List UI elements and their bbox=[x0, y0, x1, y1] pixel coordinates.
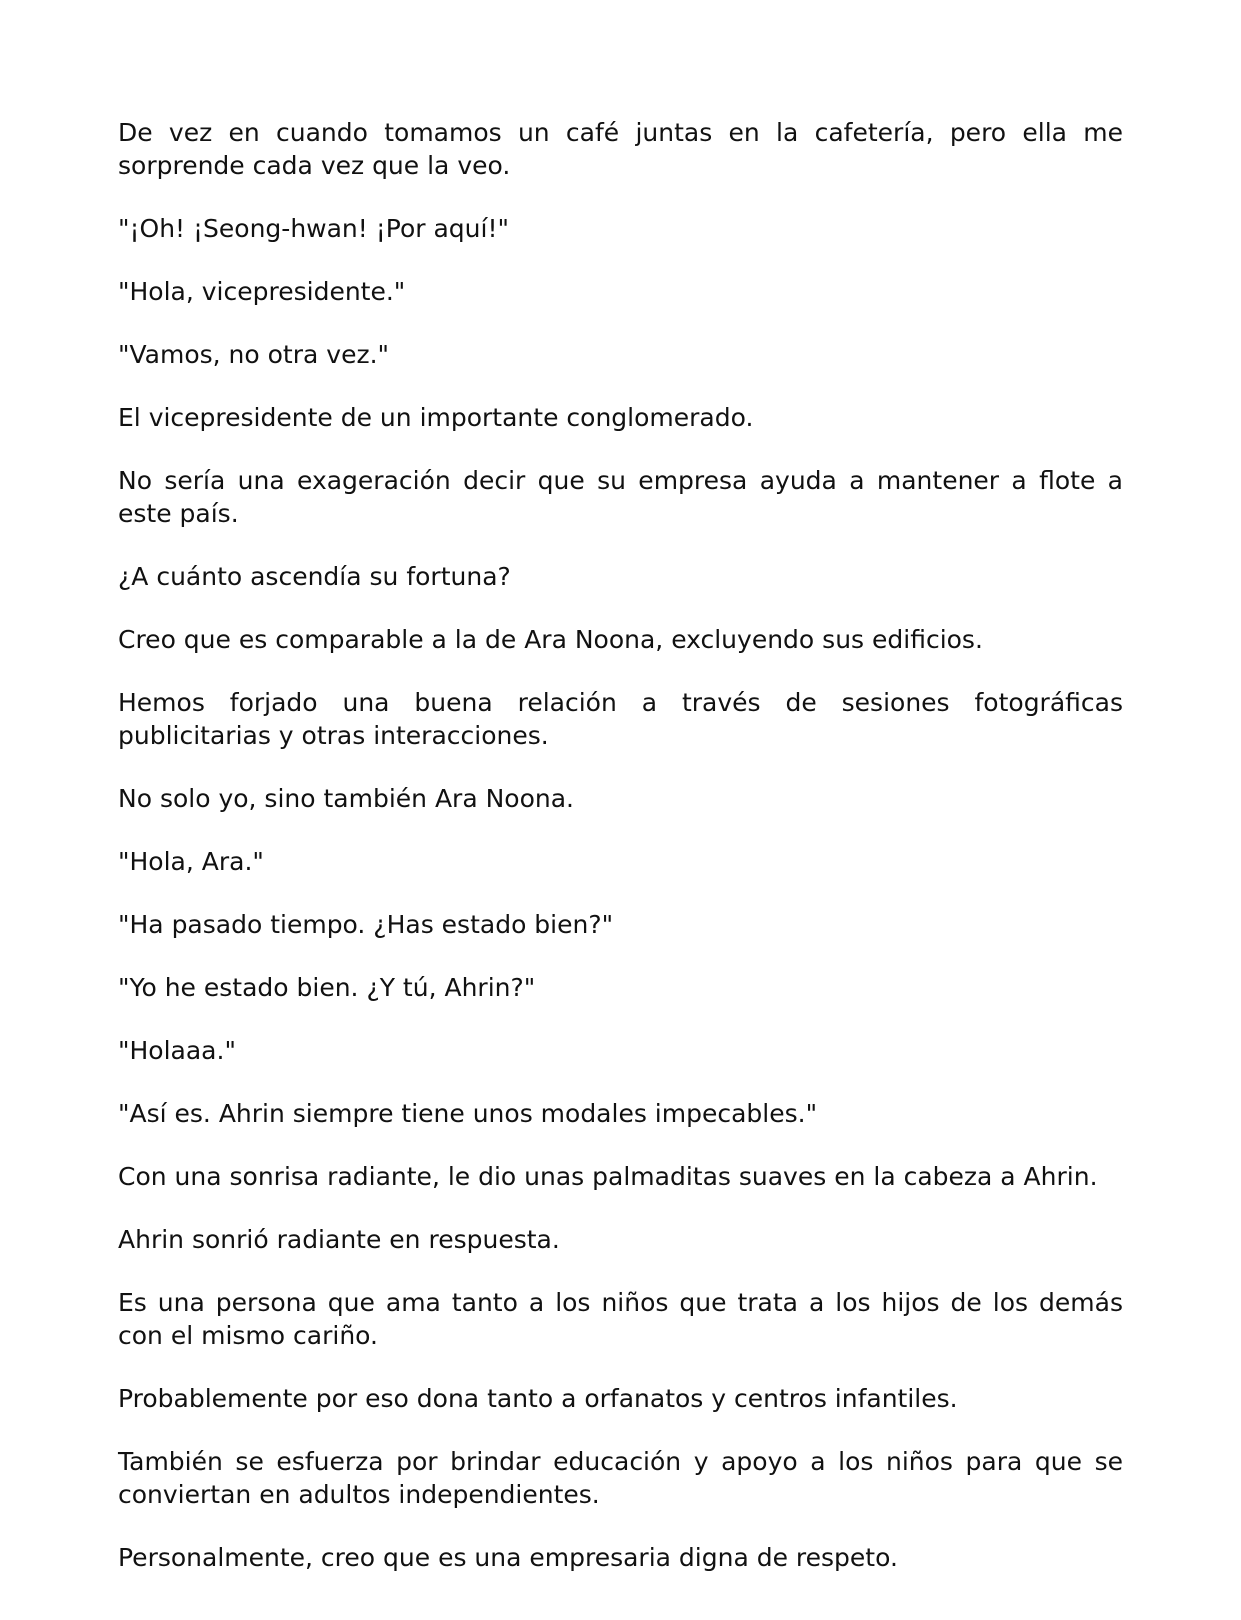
paragraph: El vicepresidente de un importante conglomerado. bbox=[118, 403, 754, 432]
paragraph: Personalmente, creo que es una empresaria digna de respeto. bbox=[118, 1543, 898, 1572]
paragraph: "¡Oh! ¡Seong-hwan! ¡Por aquí!" bbox=[118, 214, 509, 243]
paragraph: "Holaaa." bbox=[118, 1036, 236, 1065]
paragraph: ¿A cuánto ascendía su fortuna? bbox=[118, 562, 511, 591]
paragraph: "Vamos, no otra vez." bbox=[118, 340, 390, 369]
paragraph: No sería una exageración decir que su empresa ayuda a mantener a flote a este país. bbox=[118, 466, 1123, 528]
paragraph: Probablemente por eso dona tanto a orfanatos y centros infantiles. bbox=[118, 1384, 958, 1413]
paragraph: También se esfuerza por brindar educación y apoyo a los niños para que se conviertan en adultos independientes. bbox=[118, 1447, 1123, 1509]
paragraph: "Ha pasado tiempo. ¿Has estado bien?" bbox=[118, 910, 614, 939]
paragraph: De vez en cuando tomamos un café juntas en la cafetería, pero ella me sorprende cada vez que la veo. bbox=[118, 118, 1123, 180]
paragraph: "Hola, vicepresidente." bbox=[118, 277, 406, 306]
paragraph: Ahrin sonrió radiante en respuesta. bbox=[118, 1225, 560, 1254]
paragraph: "Hola, Ara." bbox=[118, 847, 264, 876]
paragraph: Con una sonrisa radiante, le dio unas palmaditas suaves en la cabeza a Ahrin. bbox=[118, 1162, 1098, 1191]
paragraph: Hemos forjado una buena relación a través de sesiones fotográficas publicitarias y otras interacciones. bbox=[118, 688, 1123, 750]
paragraph: No solo yo, sino también Ara Noona. bbox=[118, 784, 575, 813]
paragraph: Es una persona que ama tanto a los niños que trata a los hijos de los demás con el mismo cariño. bbox=[118, 1288, 1123, 1350]
paragraph: "Yo he estado bien. ¿Y tú, Ahrin?" bbox=[118, 973, 536, 1002]
document-page bbox=[118, 116, 1123, 1574]
paragraph: Creo que es comparable a la de Ara Noona, excluyendo sus edificios. bbox=[118, 625, 983, 654]
paragraph: "Así es. Ahrin siempre tiene unos modales impecables." bbox=[118, 1099, 818, 1128]
